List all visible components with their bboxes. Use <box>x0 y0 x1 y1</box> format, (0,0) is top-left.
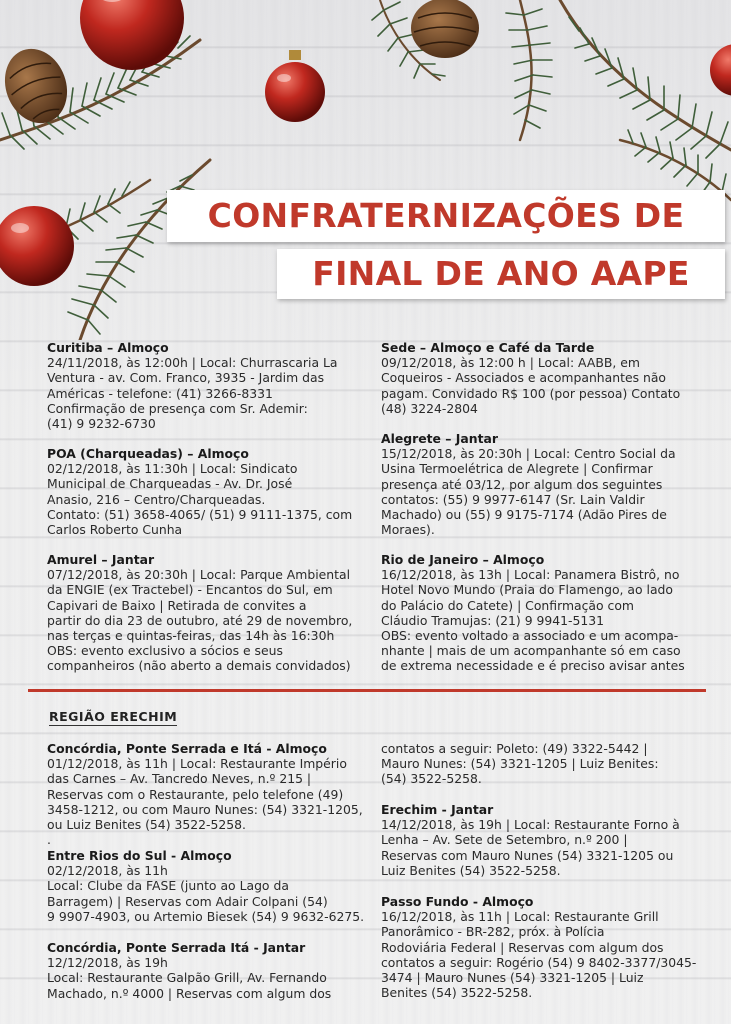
pine-cone-icon <box>0 40 77 132</box>
event-curitiba <box>47 340 365 431</box>
event-passo-fundo <box>381 894 699 1000</box>
christmas-ball-icon <box>80 0 184 70</box>
event-details: 16/12/2018, às 13h | Local: Panamera Bistrô, no Hotel Novo Mundo (Praia do Flamengo, ao lado do Palácio do Catete) | Confirmação com Cláudio Tramujas: (21) 9 9941-5131 OBS: evento voltado a associado e um acompa- nhante | mais de um acompanhante só em caso de extrema necessidade e é preciso avisar antes <box>381 567 685 674</box>
section-divider <box>28 689 706 692</box>
event-rio-de-janeiro <box>381 552 699 674</box>
event-erechim <box>381 802 699 878</box>
event-details: contatos a seguir: Poleto: (49) 3322-5442 | Mauro Nunes: (54) 3321-1205 | Luiz Benites: (54) 3522-5258. <box>381 741 659 787</box>
title-line-1: CONFRATERNIZAÇÕES DE <box>167 190 725 242</box>
event-details: 07/12/2018, às 20:30h | Local: Parque Ambiental da ENGIE (ex Tractebel) - Encantos do Sul, em Capivari de Baixo | Retirada de convites a partir do dia 23 de outubro, até 29 de novembro, nas terças e quintas-feiras, das 14h às 16:30h OBS: evento exclusivo a sócios e seus companheiros (não aberto a demais convidados) <box>47 567 353 674</box>
christmas-ball-icon <box>265 50 325 122</box>
event-details: 14/12/2018, às 19h | Local: Restaurante Forno à Lenha – Av. Sete de Setembro, n.º 200 | Reservas com Mauro Nunes (54) 3321-1205 ou Luiz Benites (54) 3522-5258. <box>381 817 680 878</box>
event-title: Sede – Almoço e Café da Tarde <box>381 340 595 355</box>
event-amurel <box>47 552 365 674</box>
event-continuation <box>381 741 699 787</box>
title-line-2: FINAL DE ANO AAPE <box>277 249 725 299</box>
event-details: 15/12/2018, às 20:30h | Local: Centro Social da Usina Termoelétrica de Alegrete | Confirmar presença até 03/12, por algum dos seguintes contatos: (55) 9 9977-6147 (Sr. Lain Valdir Machado) ou (55) 9 9175-7174 (Adão Pires de Moraes). <box>381 446 676 538</box>
event-poa-charqueadas <box>47 446 365 537</box>
event-entre-rios-do-sul <box>47 848 365 924</box>
event-concordia-jantar <box>47 940 365 1001</box>
event-concordia-almoco <box>47 741 365 847</box>
christmas-ball-icon <box>0 206 74 286</box>
event-sede <box>381 340 699 416</box>
christmas-ball-icon <box>710 44 731 96</box>
pine-cone-icon <box>411 0 479 58</box>
event-details: 01/12/2018, às 11h | Local: Restaurante Império das Carnes – Av. Tancredo Neves, n.º 215 | Reservas com o Restaurante, pelo telefone (49) 3458-1212, ou com Mauro Nunes: (54) 3321-1205, ou Luiz Benites (54) 3522-5258. . <box>47 756 363 848</box>
event-title: Entre Rios do Sul - Almoço <box>47 848 232 863</box>
region-heading: REGIÃO ERECHIM <box>49 709 178 724</box>
event-details: 02/12/2018, às 11h Local: Clube da FASE (junto ao Lago da Barragem) | Reservas com Adair Colpani (54) 9 9907-4903, ou Artemio Biesek (54) 9 9632-6275. <box>47 863 365 924</box>
event-title: POA (Charqueadas) – Almoço <box>47 446 249 461</box>
event-alegrete <box>381 431 699 537</box>
event-title: Rio de Janeiro – Almoço <box>381 552 545 567</box>
event-details: 24/11/2018, às 12:00h | Local: Churrascaria La Ventura - av. Com. Franco, 3935 - Jardim das Américas - telefone: (41) 3266-8331 Confirmação de presença com Sr. Ademir: (41) 9 9232-6730 <box>47 355 338 432</box>
event-title: Alegrete – Jantar <box>381 431 498 446</box>
event-title: Concórdia, Ponte Serrada e Itá - Almoço <box>47 741 327 756</box>
event-details: 09/12/2018, às 12:00 h | Local: AABB, em Coqueiros - Associados e acompanhantes não pagam. Convidado R$ 100 (por pessoa) Contato (48) 3224-2804 <box>381 355 681 416</box>
event-title: Erechim - Jantar <box>381 802 494 817</box>
event-title: Amurel – Jantar <box>47 552 155 567</box>
event-title: Concórdia, Ponte Serrada Itá - Jantar <box>47 940 306 955</box>
event-details: 16/12/2018, às 11h | Local: Restaurante Grill Panorâmico - BR-282, próx. à Polícia Rodoviária Federal | Reservas com algum dos contatos a seguir: Rogério (54) 9 8402-3377/3045- 3474 | Mauro Nunes (54) 3321-1205 | Luiz Benites (54) 3522-5258. <box>381 909 697 1001</box>
event-details: 02/12/2018, às 11:30h | Local: Sindicato Municipal de Charqueadas - Av. Dr. José Anasio, 216 – Centro/Charqueadas. Contato: (51) 3658-4065/ (51) 9 9111-1375, com Carlos Roberto Cunha <box>47 461 353 538</box>
event-title: Passo Fundo - Almoço <box>381 894 534 909</box>
event-title: Curitiba – Almoço <box>47 340 169 355</box>
event-details: 12/12/2018, às 19h Local: Restaurante Galpão Grill, Av. Fernando Machado, n.º 4000 | Reservas com algum dos <box>47 955 332 1001</box>
